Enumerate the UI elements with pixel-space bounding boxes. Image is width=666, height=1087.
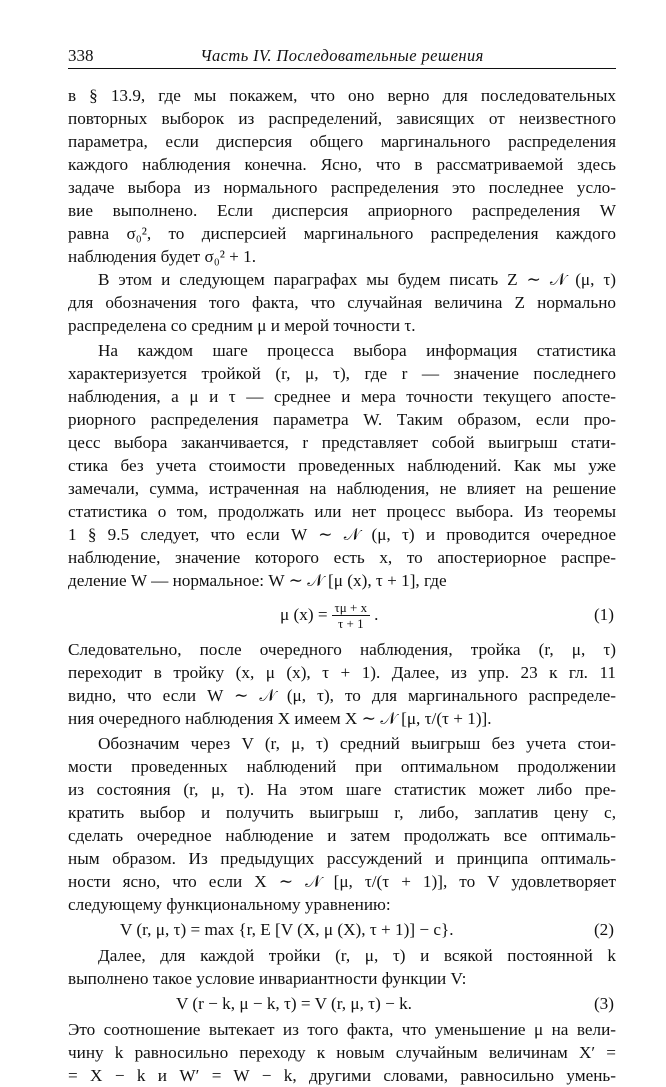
text-line: мости проведенных наблюдений при оптимальном продолжении <box>68 757 616 776</box>
text-line: сделать очередное наблюдение и затем продолжать все оптималь- <box>68 826 616 845</box>
page-body <box>68 84 616 1087</box>
running-title: Часть IV. Последовательные решения <box>200 46 484 65</box>
text-line: ности ясно, что если X ∼ 𝒩 [μ, τ/(τ + 1)], то V удовлетворяет <box>68 872 616 891</box>
text-line: Далее, для каждой тройки (r, μ, τ) и всякой постоянной k <box>98 946 616 965</box>
text-line: выполнено такое условие инвариантности функции V: <box>68 969 467 988</box>
equation-3-formula: V (r − k, μ − k, τ) = V (r, μ, τ) − k. <box>176 994 412 1013</box>
text-line: в § 13.9, где мы покажем, что оно верно для последовательных <box>68 86 616 105</box>
text-line: распределена со средним μ и мерой точности τ. <box>68 316 416 335</box>
text-line: В этом и следующем параграфах мы будем писать Z ∼ 𝒩 (μ, τ) <box>98 270 616 289</box>
text-line: вие выполнено. Если дисперсия априорного распределения W <box>68 201 616 220</box>
text-line: для обозначения того факта, что случайная величина Z нормально <box>68 293 616 312</box>
text-line: наблюдения будет σ₀² + 1. <box>68 247 257 266</box>
page-number: 338 <box>68 46 94 65</box>
equation-1-fraction <box>332 600 371 631</box>
equation-1-lhs: μ (x) = <box>280 605 328 624</box>
equation-1-formula <box>280 592 378 638</box>
text-line: каждого наблюдения конечна. Ясно, что в рассматриваемой здесь <box>68 155 616 174</box>
text-line: На каждом шаге процесса выбора информация статистика <box>98 341 616 360</box>
text-line: чину k равносильно переходу к новым случайным величинам X′ = <box>68 1043 616 1062</box>
text-line: статистика о том, продолжать или нет процесс выбора. Из теоремы <box>68 502 616 521</box>
text-line: ния очередного наблюдения X имеем X ∼ 𝒩 [μ, τ/(τ + 1)]. <box>68 709 492 728</box>
text-line: переходит в тройку (x, μ (x), τ + 1). Далее, из упр. 23 к гл. 11 <box>68 663 616 682</box>
text-line: кратить выбор и получить выигрыш r, либо, заплатив цену c, <box>68 803 616 822</box>
equation-3-number: (3) <box>593 994 614 1013</box>
text-line: Следовательно, после очередного наблюдения, тройка (r, μ, τ) <box>68 640 616 659</box>
text-line: наблюдения, а μ и τ — среднее и мера точности текущего апосте- <box>68 387 616 406</box>
text-line: следующему функциональному уравнению: <box>68 895 391 914</box>
paragraph <box>68 944 616 990</box>
text-line: задаче выбора из нормального распределения это последнее усло- <box>68 178 616 197</box>
equation-3 <box>68 990 616 1018</box>
text-line: 1 § 9.5 следует, что если W ∼ 𝒩 (μ, τ) и проводится очередное <box>68 525 616 544</box>
paragraph <box>68 1018 616 1087</box>
paragraph <box>68 638 616 730</box>
text-line: стика без учета стоимости проведенных наблюдений. Как мы уже <box>68 456 616 475</box>
text-line: наблюдение, значение которого есть x, то апостериорное распре- <box>68 548 616 567</box>
equation-1-denominator: τ + 1 <box>338 615 364 631</box>
equation-1-number: (1) <box>593 605 614 624</box>
text-line: Это соотношение вытекает из того факта, что уменьшение μ на вели- <box>68 1020 616 1039</box>
text-line: равна σ₀², то дисперсией маргинального распределения каждого <box>68 224 616 243</box>
equation-1-numerator: τμ + x <box>332 600 371 616</box>
equation-2-number: (2) <box>593 920 614 939</box>
paragraph <box>68 732 616 916</box>
page-header <box>68 44 616 69</box>
text-line: замечали, сумма, истраченная на наблюдения, не влияет на решение <box>68 479 616 498</box>
equation-2 <box>68 916 616 944</box>
text-line: ным образом. Из предыдущих рассуждений и принципа оптималь- <box>68 849 616 868</box>
text-line: = X − k и W′ = W − k, другими словами, равносильно умень- <box>68 1066 616 1085</box>
text-line: повторных выборок из распределений, зависящих от неизвестного <box>68 109 616 128</box>
text-line: характеризуется тройкой (r, μ, τ), где r — значение последнего <box>68 364 616 383</box>
equation-1 <box>68 592 616 638</box>
paragraph <box>68 84 616 268</box>
equation-2-formula: V (r, μ, τ) = max {r, E [V (X, μ (X), τ + 1)] − c}. <box>120 920 454 939</box>
text-line: Обозначим через V (r, μ, τ) средний выигрыш без учета стои- <box>98 734 616 753</box>
text-line: цесс выбора заканчивается, r представляет собой выигрыш стати- <box>68 433 616 452</box>
text-line: деление W — нормальное: W ∼ 𝒩 [μ (x), τ + 1], где <box>68 571 447 590</box>
equation-1-tail: . <box>374 605 379 624</box>
text-line: из состояния (r, μ, τ). На этом шаге статистик может либо пре- <box>68 780 616 799</box>
text-line: риорного распределения параметра W. Таким образом, если про- <box>68 410 616 429</box>
text-line: параметра, если дисперсия общего маргинального распределения <box>68 132 616 151</box>
text-line: видно, что если W ∼ 𝒩 (μ, τ), то для маргинального распределе- <box>68 686 616 705</box>
paragraph <box>68 268 616 337</box>
paragraph <box>68 339 616 592</box>
